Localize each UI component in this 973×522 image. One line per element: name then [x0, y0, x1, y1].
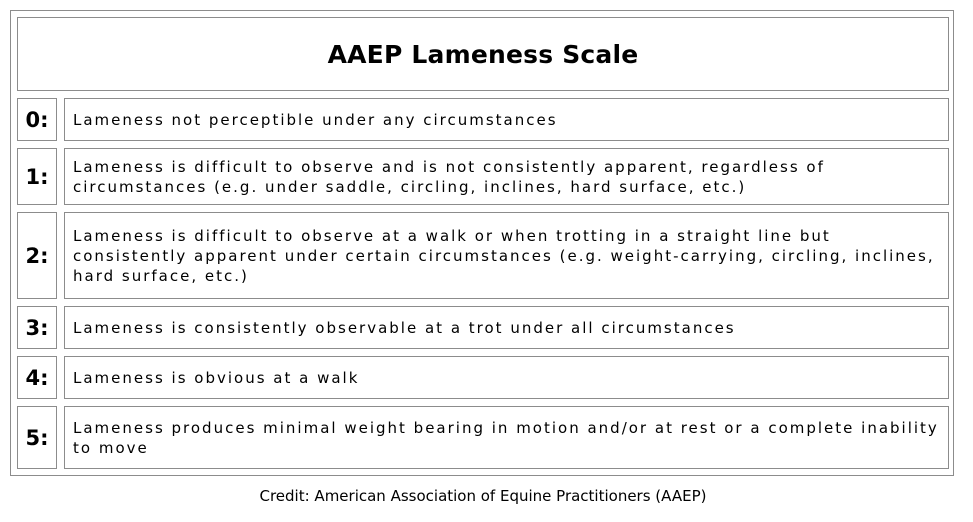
grade-description: Lameness is difficult to observe at a walk or when trotting in a straight line but consistently apparent under certain circumstances (e.g. weight-carrying, circling, inclines, hard surface, etc.) — [73, 226, 935, 285]
grade-description-cell — [64, 406, 949, 469]
grade-label-cell — [17, 356, 57, 399]
grade-label: 4: — [25, 365, 49, 390]
grade-row-5 — [17, 406, 949, 469]
grade-description-cell — [64, 98, 949, 141]
grade-label: 5: — [25, 425, 49, 450]
grade-description-cell — [64, 148, 949, 205]
grade-label: 2: — [25, 243, 49, 268]
grade-description: Lameness not perceptible under any circumstances — [73, 110, 558, 129]
title-cell — [17, 17, 949, 91]
grade-row-4 — [17, 356, 949, 399]
grade-label-cell — [17, 212, 57, 299]
grade-description-cell — [64, 306, 949, 349]
grade-description-cell — [64, 356, 949, 399]
credit-line: Credit: American Association of Equine Practitioners (AAEP) — [259, 487, 707, 505]
grade-label-cell — [17, 306, 57, 349]
grade-label: 0: — [25, 107, 49, 132]
grade-row-3 — [17, 306, 949, 349]
grade-row-0 — [17, 98, 949, 141]
grade-description: Lameness is obvious at a walk — [73, 368, 360, 387]
grade-label: 1: — [25, 164, 49, 189]
grade-label-cell — [17, 406, 57, 469]
grade-label-cell — [17, 148, 57, 205]
grade-label: 3: — [25, 315, 49, 340]
grade-row-2 — [17, 212, 949, 299]
grade-description: Lameness is difficult to observe and is not consistently apparent, regardless of circumstances (e.g. under saddle, circling, inclines, hard surface, etc.) — [73, 157, 825, 196]
table-title: AAEP Lameness Scale — [327, 39, 639, 69]
grade-row-1 — [17, 148, 949, 205]
grade-label-cell — [17, 98, 57, 141]
grade-description: Lameness produces minimal weight bearing in motion and/or at rest or a complete inability to move — [73, 418, 939, 457]
grade-description-cell — [64, 212, 949, 299]
grade-description: Lameness is consistently observable at a trot under all circumstances — [73, 318, 736, 337]
